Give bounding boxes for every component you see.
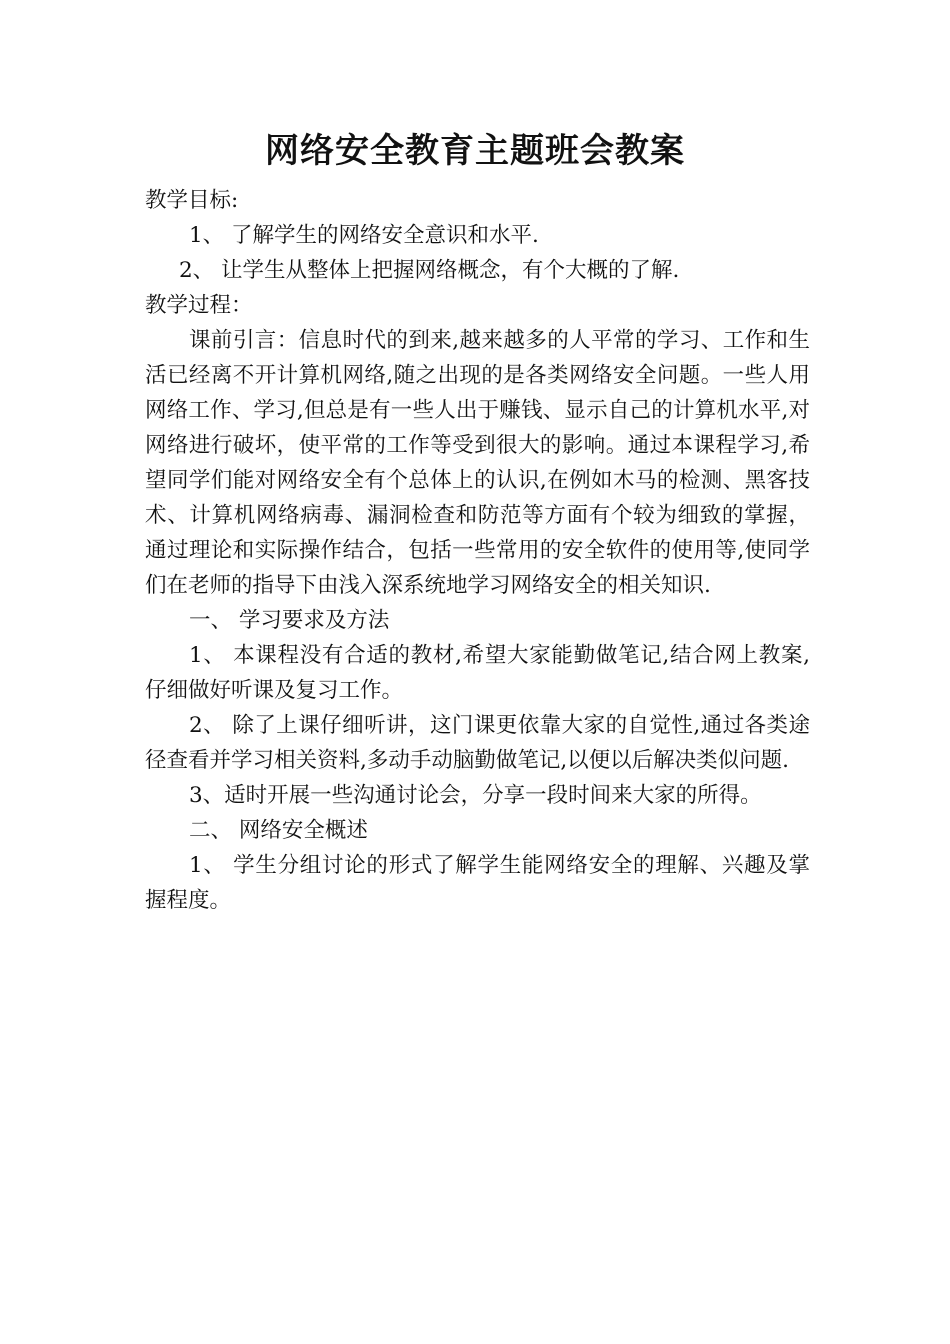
section-2-heading: 二、 网络安全概述 — [189, 818, 368, 843]
section-1-item-3: 3、适时开展一些沟通讨论会，分享一段时间来大家的所得。 — [189, 783, 762, 808]
intro-paragraph: 课前引言：信息时代的到来,越来越多的人平常的学习、工作和生活已经离不开计算机网络,随之出现的是各类网络安全问题。一些人用网络工作、学习,但总是有一些人出于赚钱、显示自己的计算机水平,对网络进行破坏，使平常的工作等受到很大的影响。通过本课程学习,希望同学们能对网络安全有个总体上的认识,在例如木马的检测、黑客技术、计算机网络病毒、漏洞检查和防范等方面有个较为细致的掌握，通过理论和实际操作结合，包括一些常用的安全软件的使用等,使同学们在老师的指导下由浅入深系统地学习网络安全的相关知识. — [145, 328, 810, 598]
document-body — [145, 183, 810, 918]
objective-item-2: 2、 让学生从整体上把握网络概念，有个大概的了解. — [179, 258, 680, 283]
document-title: 网络安全教育主题班会教案 — [265, 131, 685, 171]
section-2-item-1: 1、 学生分组讨论的形式了解学生能网络安全的理解、兴趣及掌握程度。 — [145, 853, 810, 913]
objectives-heading: 教学目标: — [145, 188, 239, 213]
section-1-heading: 一、 学习要求及方法 — [189, 608, 390, 633]
process-heading: 教学过程： — [145, 293, 253, 318]
objective-item-1: 1、 了解学生的网络安全意识和水平. — [189, 223, 539, 248]
section-1-item-1: 1、 本课程没有合适的教材,希望大家能勤做笔记,结合网上教案,仔细做好听课及复习工作。 — [145, 643, 810, 703]
section-1-item-2: 2、 除了上课仔细听讲，这门课更依靠大家的自觉性,通过各类途径查看并学习相关资料,多动手动脑勤做笔记,以便以后解决类似问题. — [145, 713, 810, 773]
